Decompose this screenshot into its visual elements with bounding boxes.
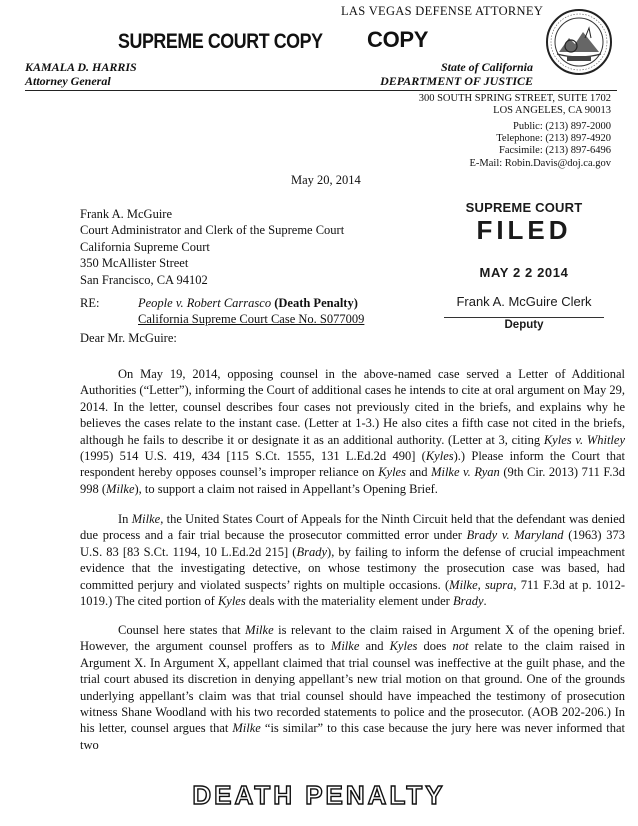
recipient-address: [80, 206, 344, 288]
text-run: deals with the materiality element under: [245, 594, 453, 609]
address-line: LOS ANGELES, CA 90013: [493, 105, 611, 116]
recipient-line: Court Administrator and Clerk of the Supreme Court: [80, 223, 345, 238]
text-run: ).) Please inform the Court that respondent hereby opposes counsel’s improper reliance on: [80, 449, 625, 480]
case-number: California Supreme Court Case No. S077009: [138, 312, 365, 327]
state-name: State of California: [440, 60, 533, 74]
case-citation: Milke: [245, 623, 274, 637]
text-run: In: [118, 512, 132, 526]
text-run: “is similar” to this case because the jury here was never informed that two: [80, 721, 625, 752]
address-line: 300 SOUTH SPRING STREET, SUITE 1702: [418, 93, 611, 104]
filed-stamp-date: MAY 2 2 2014: [479, 265, 569, 280]
letterhead-left: [25, 60, 137, 88]
body-paragraph-3: [80, 622, 625, 753]
case-citation: Milke, supra: [449, 577, 514, 592]
text-run: ), to support a claim not raised in Appellant’s Opening Brief.: [134, 481, 438, 496]
copy-stamp: COPY: [367, 27, 429, 52]
case-citation: Brady: [296, 544, 328, 559]
case-citation: Kyles: [378, 465, 406, 480]
re-subject: [138, 295, 364, 328]
facsimile: Facsimile: (213) 897-6496: [499, 145, 611, 157]
recipient-line: 350 McAllister Street: [80, 256, 189, 271]
text-run: Counsel here states that: [118, 623, 246, 637]
case-citation: Milke: [131, 512, 161, 526]
body-paragraph-2: [80, 511, 625, 609]
text-run: , 711 F.3d at p. 1012-1019.) The cited portion of: [80, 577, 625, 609]
letter-date: May 20, 2014: [291, 173, 361, 187]
text-run: (9th Cir. 2013) 711 F.3d 998 (: [80, 465, 625, 496]
letterhead-divider: [25, 90, 617, 91]
salutation: Dear Mr. McGuire:: [80, 331, 177, 345]
case-citation: Kyles: [425, 449, 454, 464]
text-run: relate to the claim raised in Argument X. In Argument X, appellant claimed that trial counsel was ineffective at the guilt phase, and the trial court abused its discretion in denying appellant’s new trial motion on that ground. One of the grounds underlying appellant’s claim was that trial counsel should have impeached the testimony of prosecution witness Shane Woodland with his two recorded statements to police and the prosecutor. (AOB 202-206.) In his letter, counsel argues that: [80, 639, 625, 736]
text-run: (1963) 373 U.S. 83 [83 S.Ct. 1194, 10 L.Ed.2d 215] (: [80, 528, 626, 559]
filed-stamp-clerk: Frank A. McGuire Clerk: [456, 294, 592, 309]
text-run: On May 19, 2014, opposing counsel in the above-named case served a Letter of Additional Authorities (“Letter”), informing the Court of additional cases he intends to cite at oral argument on May 29, 2014. In the letter, counsel describes four cases not previously cited in the briefs, and explains why he believes the cases relate to the instant case. (Letter at 1-3.) He also cites a fifth case not cited in the briefs, although he fails to describe it or designate it as an additional authority. (Letter at 3, citing: [80, 367, 625, 447]
california-seal-icon: [545, 8, 613, 76]
text-run: does: [417, 639, 453, 654]
defense-attorney-stamp: LAS VEGAS DEFENSE ATTORNEY: [341, 4, 544, 18]
email: E-Mail: Robin.Davis@doj.ca.gov: [469, 157, 611, 169]
case-type: (Death Penalty): [271, 296, 358, 310]
filed-stamp-filed: FILED: [476, 215, 572, 245]
attorney-general-name: KAMALA D. HARRIS: [25, 60, 137, 74]
letterhead-right: [378, 60, 533, 88]
filed-stamp: [438, 200, 610, 331]
contact-info: [470, 121, 611, 170]
text-run: ), by failing to inform the defense of crucial impeachment evidence that the investigating detective, on whose testimony the prosecution case was based, had committed perjury and violated suspects’ rights on multiple occasions. (: [80, 544, 625, 592]
re-label: RE:: [80, 296, 100, 310]
case-citation: Milke: [106, 481, 135, 496]
attorney-general-title: Attorney General: [25, 74, 111, 88]
telephone: Telephone: (213) 897-4920: [496, 133, 611, 145]
emphasis: not: [452, 639, 469, 654]
case-citation: Milke: [330, 639, 360, 654]
case-citation: Brady: [452, 594, 484, 609]
case-title: People v. Robert Carrasco: [138, 296, 272, 310]
death-penalty-text: DEATH PENALTY: [192, 780, 446, 810]
case-citation: Kyles: [217, 594, 246, 609]
filed-stamp-court: SUPREME COURT: [465, 200, 583, 215]
text-run: and: [405, 465, 432, 480]
case-citation: Kyles v. Whitley: [543, 432, 625, 447]
recipient-line: Frank A. McGuire: [80, 207, 172, 221]
text-run: and: [359, 639, 390, 654]
public-phone: Public: (213) 897-2000: [513, 121, 611, 132]
filed-stamp-signature-line: [444, 317, 604, 318]
filed-stamp-deputy: Deputy: [504, 319, 544, 331]
recipient-line: San Francisco, CA 94102: [80, 272, 208, 287]
text-run: is relevant to the claim raised in Argument X of the opening brief. However, the argument counsel proffers as to: [80, 623, 626, 654]
case-citation: Milke: [232, 721, 261, 736]
case-citation: Milke v. Ryan: [431, 465, 500, 480]
death-penalty-stamp: [0, 780, 638, 811]
recipient-line: California Supreme Court: [80, 239, 210, 254]
body-paragraph-1: [80, 366, 625, 497]
text-run: .: [483, 594, 487, 609]
text-run: , the United States Court of Appeals for the Ninth Circuit held that the defendant was denied due process and a fair trial because the prosecutor committed error under: [80, 512, 625, 543]
supreme-court-copy-stamp: SUPREME COURT COPY: [118, 30, 323, 53]
case-citation: Brady v. Maryland: [466, 528, 564, 543]
text-run: (1995) 514 U.S. 419, 434 [115 S.Ct. 1555, 131 L.Ed.2d 490] (: [80, 449, 426, 464]
office-address: [419, 93, 611, 117]
case-citation: Kyles: [389, 639, 418, 654]
department-name: DEPARTMENT OF JUSTICE: [380, 74, 533, 88]
